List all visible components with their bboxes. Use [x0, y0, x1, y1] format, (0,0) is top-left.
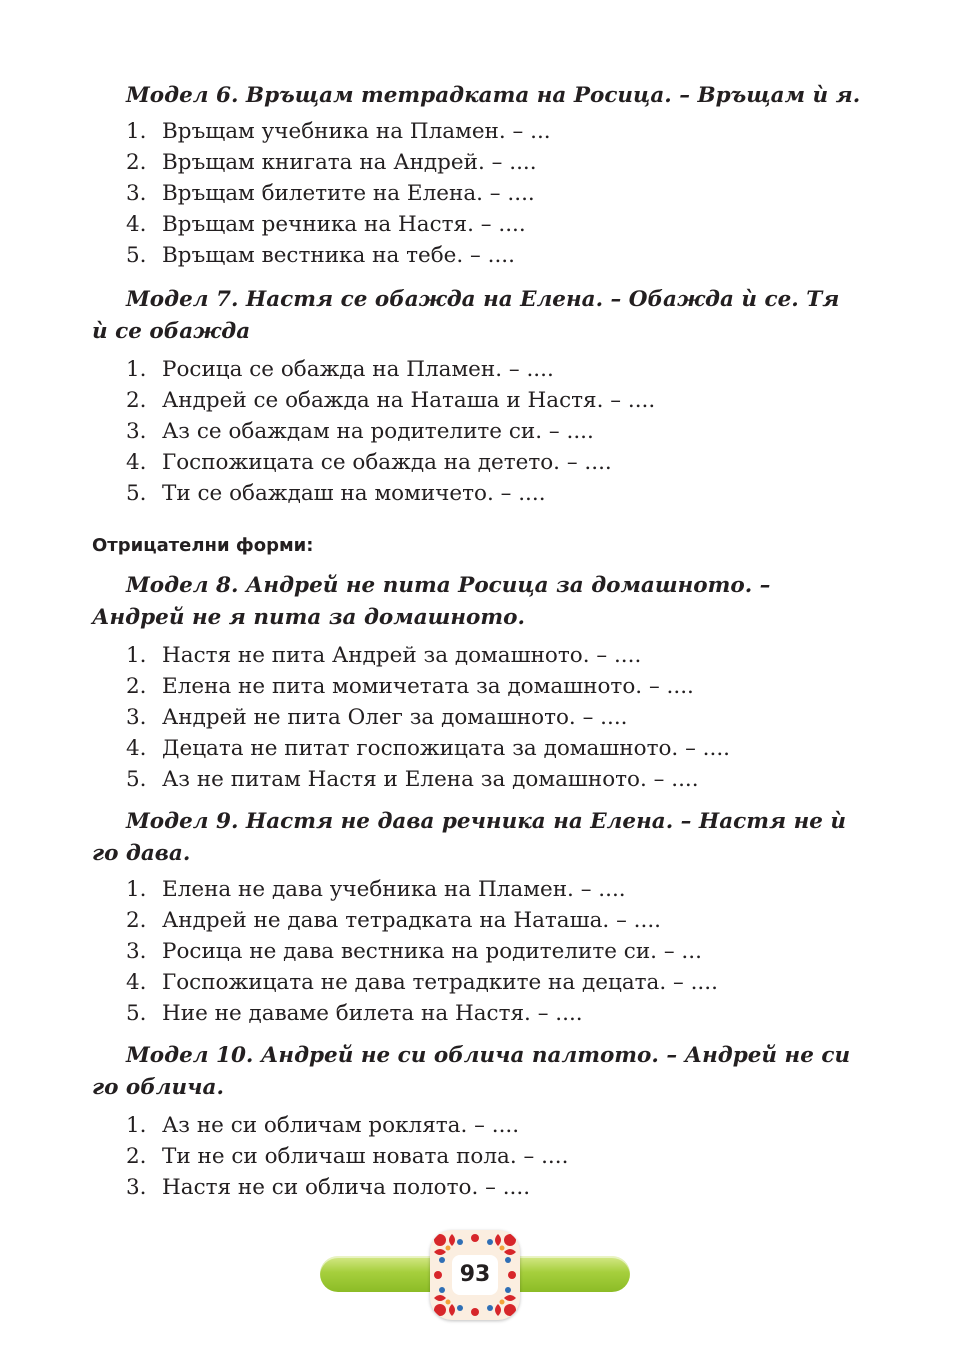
- list-item: [126, 905, 718, 936]
- list-item: [126, 702, 730, 733]
- item-text: Андрей не пита Олег за домашното. – ....: [162, 705, 628, 730]
- item-text: Аз не питам Настя и Елена за домашното. – ....: [162, 767, 699, 792]
- item-text: Връщам речника на Настя. – ....: [162, 212, 526, 237]
- item-number: 2.: [126, 908, 147, 933]
- model-9-list: [126, 874, 718, 1029]
- item-text: Елена не пита момичетата за домашното. – ....: [162, 674, 694, 699]
- item-number: 2.: [126, 1144, 147, 1169]
- model-10-heading: Модел 10. Андрей не си облича палтото. – Андрей не си го облича.: [92, 1043, 851, 1100]
- item-text: Андрей не дава тетрадката на Наташа. – ....: [162, 908, 661, 933]
- model-6-list: [126, 116, 551, 271]
- item-number: 5.: [126, 481, 147, 506]
- list-item: [126, 733, 730, 764]
- item-number: 3.: [126, 1175, 147, 1200]
- list-item: [126, 764, 730, 795]
- item-text: Госпожицата не дава тетрадките на децата. – ....: [162, 970, 718, 995]
- model-8-list: [126, 640, 730, 795]
- model-7-list: [126, 354, 655, 509]
- item-number: 2.: [126, 674, 147, 699]
- item-text: Елена не дава учебника на Пламен. – ....: [162, 877, 626, 902]
- item-number: 1.: [126, 877, 147, 902]
- item-number: 3.: [126, 419, 147, 444]
- list-item: [126, 240, 551, 271]
- page-footer: [320, 1230, 630, 1320]
- model-10-list: [126, 1110, 568, 1203]
- item-text: Аз не си обличам роклята. – ....: [162, 1113, 520, 1138]
- item-number: 5.: [126, 243, 147, 268]
- item-text: Росица не дава вестника на родителите си. – ...: [162, 939, 702, 964]
- item-text: Ти се обаждаш на момичето. – ....: [162, 481, 546, 506]
- model-9-heading: Модел 9. Настя не дава речника на Елена. – Настя не ѝ го дава.: [92, 809, 847, 866]
- list-item: [126, 447, 655, 478]
- list-item: [126, 116, 551, 147]
- item-number: 4.: [126, 736, 147, 761]
- page-number: 93: [452, 1255, 498, 1295]
- item-number: 1.: [126, 1113, 147, 1138]
- list-item: [126, 147, 551, 178]
- item-text: Връщам билетите на Елена. – ....: [162, 181, 535, 206]
- item-text: Госпожицата се обажда на детето. – ....: [162, 450, 612, 475]
- item-text: Ние не даваме билета на Настя. – ....: [162, 1001, 583, 1026]
- item-text: Аз се обаждам на родителите си. – ....: [162, 419, 594, 444]
- item-text: Връщам вестника на тебе. – ....: [162, 243, 515, 268]
- list-item: [126, 478, 655, 509]
- item-text: Андрей се обажда на Наташа и Настя. – ....: [162, 388, 656, 413]
- item-number: 5.: [126, 767, 147, 792]
- item-number: 5.: [126, 1001, 147, 1026]
- list-item: [126, 640, 730, 671]
- item-text: Връщам книгата на Андрей. – ....: [162, 150, 537, 175]
- list-item: [126, 209, 551, 240]
- list-item: [126, 671, 730, 702]
- list-item: [126, 936, 718, 967]
- item-number: 3.: [126, 939, 147, 964]
- folk-ornament-badge: [430, 1230, 520, 1320]
- item-text: Връщам учебника на Пламен. – ...: [162, 119, 551, 144]
- item-text: Настя не пита Андрей за домашното. – ....: [162, 643, 642, 668]
- list-item: [126, 874, 718, 905]
- item-number: 1.: [126, 643, 147, 668]
- item-number: 2.: [126, 150, 147, 175]
- item-number: 2.: [126, 388, 147, 413]
- item-text: Ти не си обличаш новата пола. – ....: [162, 1144, 569, 1169]
- list-item: [126, 1172, 568, 1203]
- item-number: 1.: [126, 357, 147, 382]
- model-7-heading: Модел 7. Настя се обажда на Елена. – Обажда ѝ се. Тя ѝ се обажда: [92, 287, 840, 344]
- list-item: [126, 1110, 568, 1141]
- model-8-heading: Модел 8. Андрей не пита Росица за домашното. – Андрей не я пита за домашното.: [92, 573, 771, 630]
- list-item: [126, 354, 655, 385]
- subheading-negative-forms: Отрицателни форми:: [92, 535, 314, 556]
- list-item: [126, 178, 551, 209]
- item-number: 3.: [126, 181, 147, 206]
- list-item: [126, 998, 718, 1029]
- item-number: 3.: [126, 705, 147, 730]
- item-text: Децата не питат госпожицата за домашното. – ....: [162, 736, 730, 761]
- item-number: 4.: [126, 970, 147, 995]
- item-text: Настя не си облича полото. – ....: [162, 1175, 531, 1200]
- item-number: 4.: [126, 450, 147, 475]
- list-item: [126, 1141, 568, 1172]
- list-item: [126, 385, 655, 416]
- list-item: [126, 967, 718, 998]
- item-text: Росица се обажда на Пламен. – ....: [162, 357, 554, 382]
- list-item: [126, 416, 655, 447]
- item-number: 1.: [126, 119, 147, 144]
- item-number: 4.: [126, 212, 147, 237]
- model-6-heading: Модел 6. Връщам тетрадката на Росица. – Връщам ѝ я.: [126, 83, 861, 108]
